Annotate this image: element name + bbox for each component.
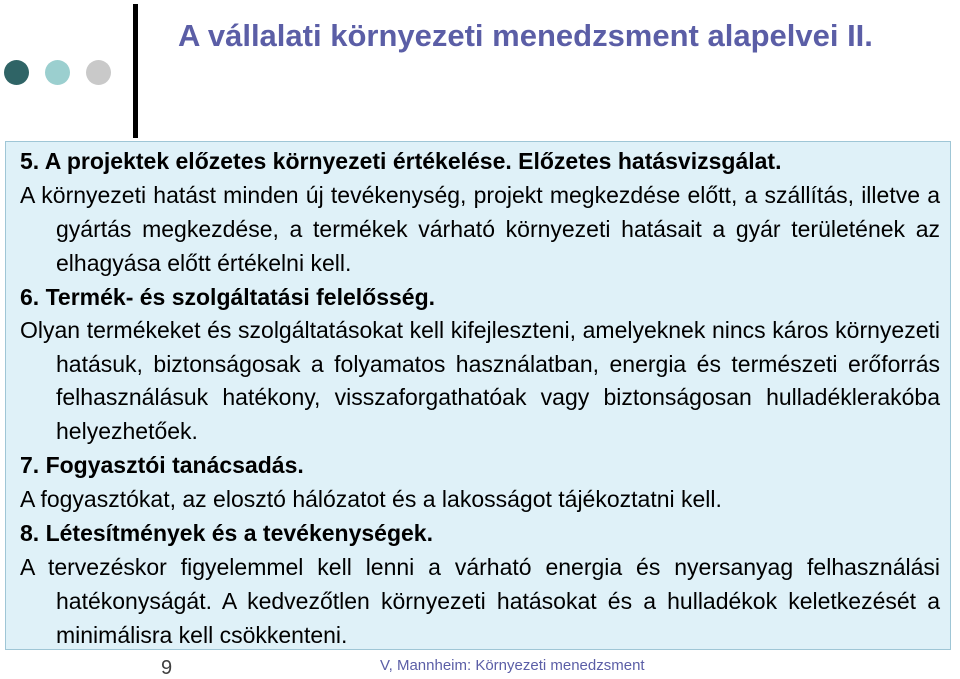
dot-light-icon	[45, 60, 70, 85]
footer-text: V, Mannheim: Környezeti menedzsment	[380, 657, 645, 674]
decorative-dots	[4, 60, 124, 86]
section-heading-7: 7. Fogyasztói tanácsadás.	[20, 452, 304, 478]
section-text-6: Olyan termékeket és szolgáltatásokat kell kifejleszteni, amelyeknek nincs káros környezeti hatásuk, biztonságosak a folyamatos használatban, energia és természeti erőforrás felhasználásuk hatékony, visszaforgathatóak vagy biztonságosan hulladéklerakóba helyezhetőek.	[20, 317, 940, 444]
title-divider	[133, 4, 138, 138]
slide-title: A vállalati környezeti menedzsment alapelvei II.	[178, 18, 873, 53]
section-text-8: A tervezéskor figyelemmel kell lenni a várható energia és nyersanyag felhasználási hatékonyságát. A kedvezőtlen környezeti hatásokat és a hulladékok keletkezését a minimálisra kell csökkenteni.	[20, 554, 940, 648]
section-heading-5: 5. A projektek előzetes környezeti értékelése. Előzetes hatásvizsgálat.	[20, 148, 782, 174]
dot-dark-icon	[4, 60, 29, 85]
page-number: 9	[161, 657, 173, 679]
dot-grey-icon	[86, 60, 111, 85]
section-text-7: A fogyasztókat, az elosztó hálózatot és a lakosságot tájékoztatni kell.	[20, 486, 722, 512]
section-heading-6: 6. Termék- és szolgáltatási felelősség.	[20, 284, 436, 310]
section-text-5: A környezeti hatást minden új tevékenység, projekt megkezdése előtt, a szállítás, illetve a gyártás megkezdése, a termékek várható környezeti hatásait a gyár területének az elhagyása előtt értékelni kell.	[20, 182, 940, 276]
section-heading-8: 8. Létesítmények és a tevékenységek.	[20, 520, 433, 546]
content-box	[5, 141, 951, 650]
